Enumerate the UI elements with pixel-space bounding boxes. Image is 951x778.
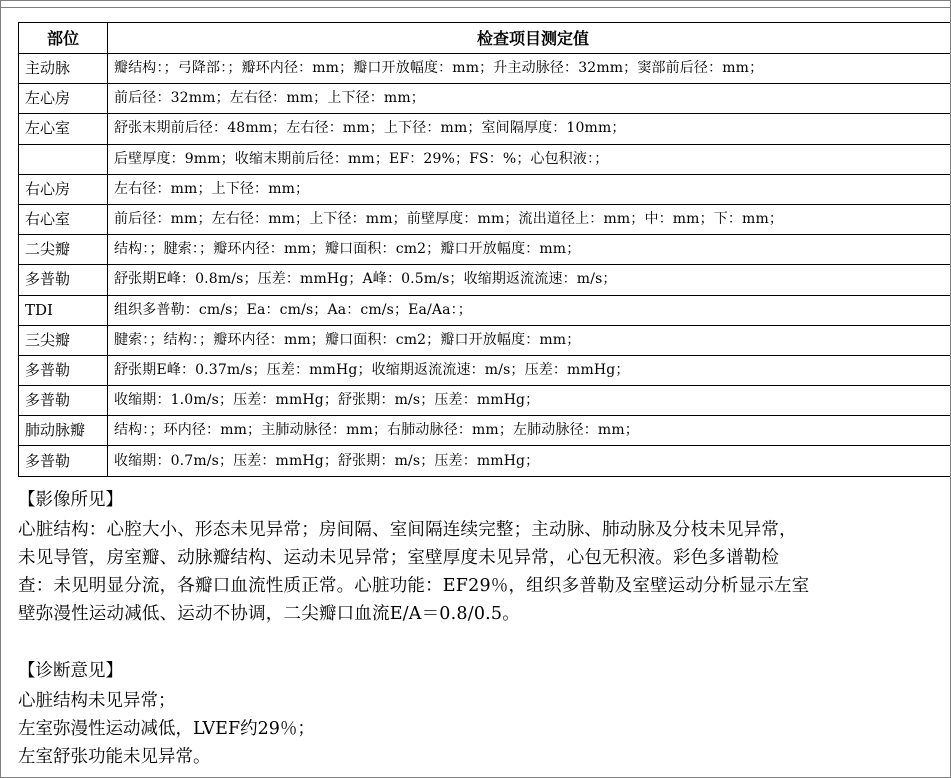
measure-cell: 舒张末期前后径：48mm；左右径：mm；上下径：mm；室间隔厚度：10mm； <box>108 114 951 144</box>
measure-cell: 组织多普勒：cm/s；Ea：cm/s；Aa：cm/s；Ea/Aa：； <box>108 295 951 325</box>
measure-cell: 收缩期：0.7m/s；压差：mmHg；舒张期：m/s；压差：mmHg； <box>108 446 951 476</box>
header-part: 部位 <box>19 23 108 54</box>
table-row <box>19 114 951 144</box>
findings-line: 壁弥漫性运动减低、运动不协调，二尖瓣口血流E/A＝0.8/0.5。 <box>18 604 520 624</box>
measure-cell: 结构：；腱索：；瓣环内径：mm；瓣口面积：cm2；瓣口开放幅度：mm； <box>108 235 951 265</box>
measure-cell: 收缩期：1.0m/s；压差：mmHg；舒张期：m/s；压差：mmHg； <box>108 386 951 416</box>
diagnosis-line: 左室舒张功能未见异常。 <box>18 747 211 767</box>
part-cell: 三尖瓣 <box>19 325 108 355</box>
part-cell: 多普勒 <box>19 446 108 476</box>
measure-cell: 腱索：；结构：；瓣环内径：mm；瓣口面积：cm2；瓣口开放幅度：mm； <box>108 325 951 355</box>
table-row <box>19 84 951 114</box>
diagnosis-heading: 【诊断意见】 <box>18 661 123 681</box>
part-cell: 多普勒 <box>19 265 108 295</box>
part-cell: TDI <box>19 295 108 325</box>
header-measure: 检查项目测定值 <box>108 23 951 54</box>
findings-line: 未见导管，房室瓣、动脉瓣结构、运动未见异常；室壁厚度未见异常，心包无积液。彩色多谱勒检 <box>18 548 780 568</box>
findings-line: 查：未见明显分流，各瓣口血流性质正常。心脏功能：EF29％，组织多普勒及室壁运动分析显示左室 <box>18 576 810 596</box>
measure-cell: 舒张期E峰：0.37m/s；压差：mmHg；收缩期返流流速：m/s；压差：mmHg； <box>108 355 951 385</box>
findings-heading: 【影像所见】 <box>18 490 123 510</box>
measure-cell: 瓣结构：；弓降部：；瓣环内径：mm；瓣口开放幅度：mm；升主动脉径：32mm；窦部前后径：mm； <box>108 54 951 84</box>
table-row <box>19 295 951 325</box>
table-header-row <box>19 23 951 54</box>
part-cell: 二尖瓣 <box>19 235 108 265</box>
table-row <box>19 54 951 84</box>
findings-line: 心脏结构：心腔大小、形态未见异常；房间隔、室间隔连续完整；主动脉、肺动脉及分枝未见异常， <box>18 520 797 540</box>
table-row <box>19 416 951 446</box>
part-cell: 多普勒 <box>19 386 108 416</box>
measure-cell: 结构：；环内径：mm；主肺动脉径：mm；右肺动脉径：mm；左肺动脉径：mm； <box>108 416 951 446</box>
part-cell: 肺动脉瓣 <box>19 416 108 446</box>
table-row <box>19 386 951 416</box>
diagnosis-line: 左室弥漫性运动减低，LVEF约29％； <box>18 719 315 739</box>
table-row <box>19 174 951 204</box>
measure-cell: 后壁厚度：9mm；收缩末期前后径：mm；EF：29%；FS：%；心包积液：； <box>108 144 951 174</box>
diagnosis-line: 心脏结构未见异常； <box>18 691 176 711</box>
table-row <box>19 446 951 476</box>
top-divider <box>1 7 951 8</box>
table-row <box>19 235 951 265</box>
table-row <box>19 265 951 295</box>
diagnosis-text <box>18 687 951 771</box>
measure-cell: 舒张期E峰：0.8m/s；压差：mmHg；A峰：0.5m/s；收缩期返流流速：m/s； <box>108 265 951 295</box>
measure-cell: 前后径：32mm；左右径：mm；上下径：mm； <box>108 84 951 114</box>
table-row <box>19 355 951 385</box>
part-cell: 左心房 <box>19 84 108 114</box>
table-row <box>19 144 951 174</box>
findings-text <box>18 516 950 628</box>
table-row <box>19 204 951 234</box>
part-cell: 主动脉 <box>19 54 108 84</box>
measure-cell: 左右径：mm；上下径：mm； <box>108 174 951 204</box>
table-row <box>19 325 951 355</box>
part-cell: 多普勒 <box>19 355 108 385</box>
part-cell: 右心房 <box>19 174 108 204</box>
part-cell: 左心室 <box>19 114 108 144</box>
measure-cell: 前后径：mm；左右径：mm；上下径：mm；前壁厚度：mm；流出道径上：mm；中：mm；下：mm； <box>108 204 951 234</box>
measurement-table <box>18 22 951 477</box>
part-cell: 右心室 <box>19 204 108 234</box>
part-cell <box>19 144 108 174</box>
